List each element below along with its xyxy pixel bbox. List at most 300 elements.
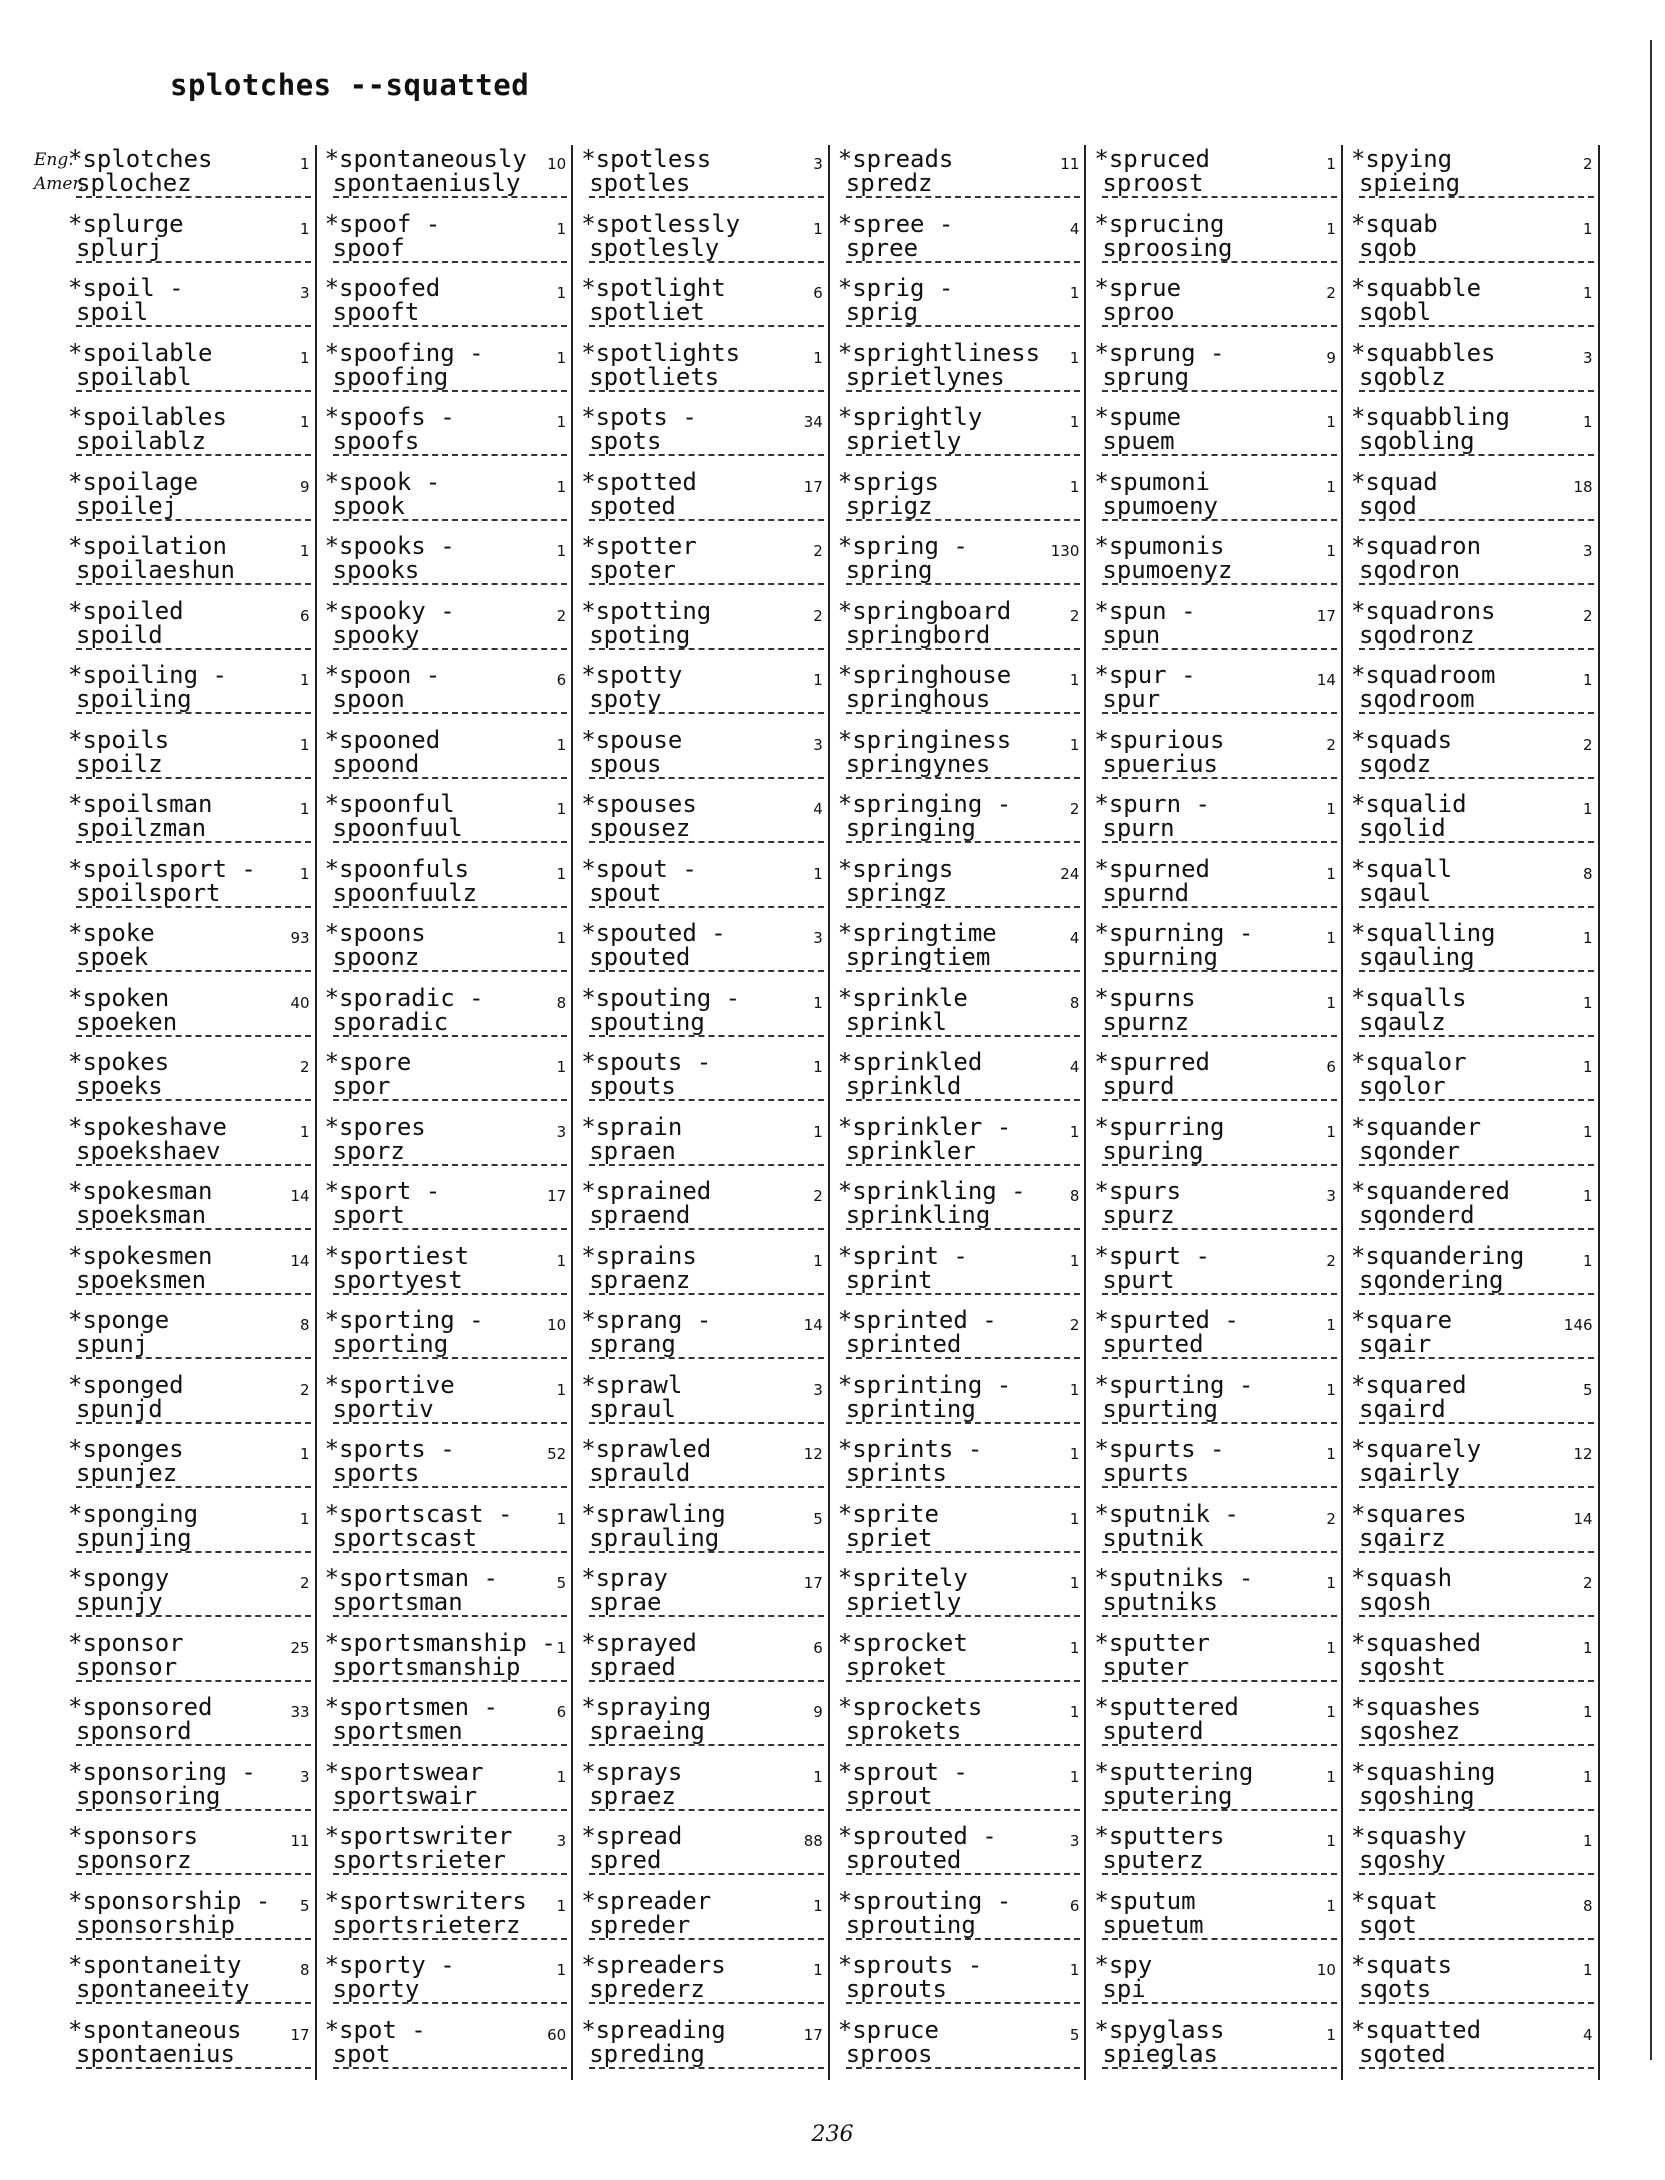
frequency-count: 93 xyxy=(290,929,310,947)
word-entry xyxy=(830,339,1087,404)
word-entry xyxy=(573,790,830,855)
word-entry xyxy=(1343,1048,1600,1113)
american-spelling: sputer xyxy=(1102,1654,1337,1682)
american-spelling: spoeken xyxy=(76,1009,311,1037)
american-spelling: spouts xyxy=(589,1073,824,1101)
frequency-count: 1 xyxy=(556,1638,567,1657)
american-spelling: sproket xyxy=(846,1654,1081,1682)
english-spelling: *sprigs xyxy=(837,467,939,496)
american-spelling: spred xyxy=(589,1847,824,1875)
frequency-count: 1 xyxy=(556,800,567,818)
frequency-count: 14 xyxy=(290,1251,310,1270)
word-entry xyxy=(317,274,574,339)
american-spelling: spontaeniusly xyxy=(333,170,568,198)
frequency-count: 5 xyxy=(813,1509,823,1528)
american-spelling: spoeks xyxy=(76,1073,311,1101)
american-spelling: spooky xyxy=(333,622,568,650)
english-spelling: *spurts - xyxy=(1094,1435,1225,1463)
english-spelling: *sprays xyxy=(581,1757,683,1786)
word-entry xyxy=(317,1822,574,1887)
american-spelling: spunjy xyxy=(76,1589,311,1617)
american-spelling: sqair xyxy=(1359,1331,1594,1359)
frequency-count: 18 xyxy=(1573,477,1593,496)
american-spelling: sprigz xyxy=(846,493,1081,521)
english-spelling: *spontaneous xyxy=(68,2015,242,2044)
word-entry xyxy=(1343,1629,1600,1694)
american-spelling: spuem xyxy=(1102,428,1337,456)
word-entry xyxy=(60,597,317,662)
american-spelling: sponsor xyxy=(76,1654,311,1682)
word-entry xyxy=(1343,1242,1600,1307)
american-spelling: sqoshing xyxy=(1359,1783,1594,1811)
frequency-count: 6 xyxy=(556,671,567,689)
frequency-count: 40 xyxy=(290,993,310,1012)
english-spelling: *squadron xyxy=(1350,532,1482,560)
page-number: 236 xyxy=(811,2122,854,2147)
american-spelling: spoild xyxy=(76,622,311,650)
word-entry xyxy=(60,210,317,275)
word-entry xyxy=(1343,2016,1600,2081)
word-entry xyxy=(1086,1048,1343,1113)
frequency-count: 1 xyxy=(1069,1122,1080,1141)
word-entry xyxy=(573,1564,830,1629)
american-spelling: sqonderd xyxy=(1359,1202,1594,1230)
word-entry xyxy=(1343,210,1600,275)
frequency-count: 1 xyxy=(1583,1703,1593,1721)
english-spelling: *spokeshave xyxy=(68,1112,227,1141)
frequency-count: 146 xyxy=(1563,1316,1593,1334)
english-spelling: *sprocket xyxy=(837,1628,968,1657)
english-spelling: *sprawled xyxy=(581,1435,712,1463)
english-spelling: *sporadic - xyxy=(324,983,484,1012)
english-spelling: *squalor xyxy=(1350,1048,1467,1076)
american-spelling: spooft xyxy=(333,299,568,327)
word-entry xyxy=(1343,339,1600,404)
english-spelling: *spumonis xyxy=(1094,532,1225,560)
frequency-count: 60 xyxy=(547,2025,567,2044)
english-spelling: *spreads xyxy=(837,145,954,173)
word-entry xyxy=(317,1887,574,1952)
frequency-count: 17 xyxy=(290,2025,310,2044)
frequency-count: 1 xyxy=(300,671,310,689)
american-spelling: sqoshy xyxy=(1359,1847,1594,1875)
english-spelling: *spurting - xyxy=(1094,1370,1254,1399)
american-spelling: sport xyxy=(333,1202,568,1230)
word-entry xyxy=(60,1693,317,1758)
english-spelling: *sporting - xyxy=(324,1306,484,1334)
american-spelling: sqairly xyxy=(1359,1460,1594,1488)
english-spelling: *spoons xyxy=(324,919,426,947)
frequency-count: 34 xyxy=(803,413,823,431)
english-spelling: *squashy xyxy=(1350,1822,1467,1850)
word-entry xyxy=(60,1822,317,1887)
frequency-count: 6 xyxy=(300,606,310,625)
word-entry xyxy=(1086,984,1343,1049)
word-entry xyxy=(1343,1500,1600,1565)
word-entry xyxy=(60,1242,317,1307)
english-spelling: *spreader xyxy=(581,1886,712,1915)
american-spelling: spreder xyxy=(589,1912,824,1940)
word-entry xyxy=(573,1951,830,2016)
american-spelling: spring xyxy=(846,557,1081,585)
american-spelling: spotles xyxy=(589,170,824,198)
english-spelling: *spread xyxy=(581,1822,683,1850)
english-spelling: *spouting - xyxy=(581,983,741,1012)
word-entry xyxy=(1086,1564,1343,1629)
word-entry xyxy=(573,1500,830,1565)
word-entry xyxy=(573,532,830,597)
american-spelling: sproos xyxy=(846,2041,1081,2069)
english-spelling: *squadrons xyxy=(1350,596,1496,625)
american-spelling: sporty xyxy=(333,1976,568,2004)
frequency-count: 25 xyxy=(290,1638,310,1657)
american-spelling: spoofs xyxy=(333,428,568,456)
english-spelling: *sprains xyxy=(581,1241,697,1270)
american-spelling: spurn xyxy=(1102,815,1337,843)
american-spelling: spoiling xyxy=(76,686,311,714)
word-entry xyxy=(317,1048,574,1113)
frequency-count: 1 xyxy=(1326,929,1336,947)
english-spelling: *sportsman - xyxy=(324,1564,498,1592)
frequency-count: 1 xyxy=(1069,1638,1080,1657)
frequency-count: 1 xyxy=(1326,2025,1336,2044)
word-entry xyxy=(317,532,574,597)
american-spelling: spunjing xyxy=(76,1525,311,1553)
american-spelling: sprang xyxy=(589,1331,824,1359)
american-spelling: spoting xyxy=(589,622,824,650)
frequency-count: 3 xyxy=(556,1832,567,1850)
word-entry xyxy=(1343,661,1600,726)
american-spelling: sprinting xyxy=(846,1396,1081,1424)
american-spelling: sproost xyxy=(1102,170,1337,198)
american-spelling: spoilablz xyxy=(76,428,311,456)
frequency-count: 1 xyxy=(1326,1380,1336,1399)
word-entry xyxy=(573,2016,830,2081)
frequency-count: 1 xyxy=(1583,284,1593,302)
english-spelling: *spooks - xyxy=(324,532,455,560)
word-entry xyxy=(573,403,830,468)
frequency-count: 14 xyxy=(290,1187,310,1205)
word-entry xyxy=(1086,1371,1343,1436)
word-entry xyxy=(830,1306,1087,1371)
frequency-count: 1 xyxy=(1069,735,1080,754)
word-entry xyxy=(60,403,317,468)
frequency-count: 1 xyxy=(556,219,567,238)
frequency-count: 1 xyxy=(813,1122,823,1141)
english-spelling: *sprout - xyxy=(837,1757,968,1786)
american-spelling: sputnik xyxy=(1102,1525,1337,1553)
english-spelling: *spreading xyxy=(581,2015,726,2044)
english-spelling: *spoofing - xyxy=(324,338,484,367)
word-entry xyxy=(1343,1435,1600,1500)
frequency-count: 1 xyxy=(1583,929,1593,947)
english-spelling: *sprints - xyxy=(837,1435,983,1463)
english-spelling: *squashed xyxy=(1350,1628,1482,1657)
word-entry xyxy=(1086,855,1343,920)
english-spelling: *springhouse xyxy=(837,661,1012,689)
english-spelling: *sprint - xyxy=(837,1241,968,1270)
english-spelling: *squads xyxy=(1350,725,1453,754)
english-spelling: *springs xyxy=(837,854,954,883)
english-spelling: *spoilation xyxy=(68,532,227,560)
word-entry xyxy=(830,2016,1087,2081)
frequency-count: 1 xyxy=(1069,477,1080,496)
word-entry xyxy=(573,339,830,404)
frequency-count: 1 xyxy=(1583,993,1593,1012)
english-spelling: *spot - xyxy=(324,2015,426,2044)
frequency-count: 3 xyxy=(300,284,310,302)
american-spelling: spur xyxy=(1102,686,1337,714)
american-spelling: sportsrieterz xyxy=(333,1912,568,1940)
frequency-count: 4 xyxy=(1069,219,1080,238)
word-entry xyxy=(60,919,317,984)
frequency-count: 1 xyxy=(1069,1767,1080,1786)
english-spelling: *sprawling xyxy=(581,1499,726,1528)
english-spelling: *sputum xyxy=(1094,1886,1196,1915)
frequency-count: 1 xyxy=(556,1380,567,1399)
american-spelling: sporz xyxy=(333,1138,568,1166)
american-spelling: springynes xyxy=(846,751,1081,779)
english-spelling: *sprang - xyxy=(581,1306,712,1334)
word-entry xyxy=(317,1242,574,1307)
american-spelling: spoeksmen xyxy=(76,1267,311,1295)
english-spelling: *spoof - xyxy=(324,209,441,238)
american-spelling: spurning xyxy=(1102,944,1337,972)
word-entry xyxy=(1343,726,1600,791)
english-spelling: *sprain xyxy=(581,1112,683,1141)
word-entry xyxy=(60,274,317,339)
frequency-count: 1 xyxy=(1583,1251,1593,1270)
word-entry xyxy=(60,984,317,1049)
english-spelling: *spruced xyxy=(1094,145,1210,173)
english-spelling: *sprite xyxy=(837,1499,939,1528)
american-spelling: sqot xyxy=(1359,1912,1594,1940)
frequency-count: 12 xyxy=(1573,1445,1593,1463)
english-spelling: *spoil - xyxy=(68,274,184,302)
american-spelling: spoonfuul xyxy=(333,815,568,843)
english-spelling: *squares xyxy=(1350,1499,1467,1528)
american-spelling: spurt xyxy=(1102,1267,1337,1295)
frequency-count: 14 xyxy=(1316,671,1336,689)
frequency-count: 3 xyxy=(813,735,823,754)
english-spelling: *sportsmen - xyxy=(324,1693,498,1721)
word-entry xyxy=(830,1500,1087,1565)
frequency-count: 4 xyxy=(1069,1058,1080,1076)
frequency-count: 1 xyxy=(556,929,567,947)
american-spelling: sqaulz xyxy=(1359,1009,1594,1037)
american-spelling: sprokets xyxy=(846,1718,1081,1746)
frequency-count: 1 xyxy=(1326,1122,1336,1141)
frequency-count: 1 xyxy=(556,1509,567,1528)
frequency-count: 6 xyxy=(813,1638,823,1657)
american-spelling: sqairz xyxy=(1359,1525,1594,1553)
american-spelling: spoekshaev xyxy=(76,1138,311,1166)
frequency-count: 1 xyxy=(1583,1187,1593,1205)
frequency-count: 3 xyxy=(813,929,823,947)
frequency-count: 1 xyxy=(1069,671,1080,689)
frequency-count: 3 xyxy=(1069,1832,1080,1850)
word-entry xyxy=(60,1371,317,1436)
american-spelling: sprietlynes xyxy=(846,364,1081,392)
word-entry xyxy=(60,661,317,726)
english-spelling: *spokesmen xyxy=(68,1241,213,1270)
word-entry xyxy=(317,984,574,1049)
english-spelling: *spy xyxy=(1094,1951,1153,1979)
frequency-count: 1 xyxy=(1069,1380,1080,1399)
american-spelling: sportyest xyxy=(333,1267,568,1295)
english-spelling: *squabbling xyxy=(1350,403,1510,431)
word-entry xyxy=(573,726,830,791)
english-spelling: *spurns xyxy=(1094,983,1196,1012)
american-spelling: spotlesly xyxy=(589,235,824,263)
word-entry xyxy=(317,403,574,468)
american-spelling: splurj xyxy=(76,235,311,263)
frequency-count: 6 xyxy=(813,284,823,302)
word-entry xyxy=(830,1177,1087,1242)
word-entry xyxy=(573,1371,830,1436)
frequency-count: 1 xyxy=(1069,284,1080,302)
english-spelling: *sponged xyxy=(68,1370,184,1399)
english-spelling: *spotting xyxy=(581,596,712,625)
word-entry xyxy=(317,1693,574,1758)
word-entry xyxy=(1343,984,1600,1049)
american-spelling: sponsorship xyxy=(76,1912,311,1940)
english-spelling: *spoon - xyxy=(324,661,441,689)
word-entry xyxy=(830,1048,1087,1113)
frequency-count: 52 xyxy=(547,1445,567,1463)
frequency-count: 2 xyxy=(1583,606,1593,625)
word-entry xyxy=(830,1822,1087,1887)
english-spelling: *sprightly xyxy=(837,403,983,431)
english-spelling: *squat xyxy=(1350,1886,1438,1915)
word-entry xyxy=(1343,1951,1600,2016)
english-spelling: *spots - xyxy=(581,403,697,431)
english-spelling: *spoke xyxy=(68,919,155,947)
english-spelling: *spore xyxy=(324,1048,412,1076)
english-spelling: *sputtered xyxy=(1094,1693,1239,1721)
american-spelling: springbord xyxy=(846,622,1081,650)
word-entry xyxy=(60,468,317,533)
english-spelling: *spooky - xyxy=(324,596,455,625)
english-spelling: *spotlights xyxy=(581,338,741,367)
word-entry xyxy=(1086,661,1343,726)
frequency-count: 1 xyxy=(556,735,567,754)
frequency-count: 1 xyxy=(300,219,310,238)
word-entry xyxy=(1086,1951,1343,2016)
frequency-count: 1 xyxy=(556,1767,567,1786)
english-spelling: *spouts - xyxy=(581,1048,712,1076)
word-entry xyxy=(60,339,317,404)
word-entry xyxy=(573,1306,830,1371)
word-entry xyxy=(317,1177,574,1242)
english-spelling: *squalid xyxy=(1350,790,1467,818)
american-spelling: spieing xyxy=(1359,170,1594,198)
american-spelling: spotliets xyxy=(589,364,824,392)
english-spelling: *spritely xyxy=(837,1564,968,1592)
frequency-count: 130 xyxy=(1050,542,1080,560)
english-spelling: *sponsorship - xyxy=(68,1886,271,1915)
word-entry xyxy=(1343,597,1600,662)
american-spelling: sporting xyxy=(333,1331,568,1359)
english-spelling: *spurning - xyxy=(1094,919,1254,947)
word-entry xyxy=(1086,1177,1343,1242)
american-spelling: spook xyxy=(333,493,568,521)
english-spelling: *squarely xyxy=(1350,1435,1482,1463)
american-spelling: sprauld xyxy=(589,1460,824,1488)
english-spelling: *spraying xyxy=(581,1693,712,1721)
word-entry xyxy=(830,1113,1087,1178)
frequency-count: 9 xyxy=(300,477,310,496)
frequency-count: 1 xyxy=(813,219,823,238)
frequency-count: 1 xyxy=(556,1251,567,1270)
word-entry xyxy=(573,1242,830,1307)
american-spelling: sportswair xyxy=(333,1783,568,1811)
english-spelling: *spotty xyxy=(581,661,683,689)
word-entry xyxy=(1086,145,1343,210)
american-spelling: springtiem xyxy=(846,944,1081,972)
word-entry xyxy=(317,1306,574,1371)
english-spelling: *spouse xyxy=(581,725,683,754)
english-spelling: *spontaneity xyxy=(68,1951,242,1979)
english-spelling: *sponge xyxy=(68,1306,170,1334)
english-spelling: *spying xyxy=(1350,145,1453,173)
american-spelling: sprung xyxy=(1102,364,1337,392)
english-spelling: *sprig - xyxy=(837,274,954,302)
word-entry xyxy=(1086,1629,1343,1694)
word-entry xyxy=(1086,210,1343,275)
american-spelling: spuring xyxy=(1102,1138,1337,1166)
word-entry xyxy=(60,1951,317,2016)
word-entry xyxy=(1086,1693,1343,1758)
frequency-count: 2 xyxy=(1326,1509,1336,1528)
american-spelling: sprinted xyxy=(846,1331,1081,1359)
word-entry xyxy=(1086,597,1343,662)
english-spelling: *spotted xyxy=(581,467,697,496)
american-spelling: spoty xyxy=(589,686,824,714)
english-spelling: *sputter xyxy=(1094,1628,1210,1657)
frequency-count: 5 xyxy=(556,1574,567,1592)
word-entry xyxy=(1343,790,1600,855)
english-spelling: *spyglass xyxy=(1094,2015,1225,2044)
word-entry xyxy=(830,1951,1087,2016)
word-entry xyxy=(830,1564,1087,1629)
american-spelling: spurz xyxy=(1102,1202,1337,1230)
english-spelling: *squander xyxy=(1350,1112,1482,1141)
english-spelling: *sponging xyxy=(68,1499,199,1528)
english-spelling: *spurt - xyxy=(1094,1241,1210,1270)
english-spelling: *sputniks - xyxy=(1094,1564,1254,1592)
word-entry xyxy=(60,1758,317,1823)
english-spelling: *springboard xyxy=(837,596,1012,625)
american-spelling: spieglas xyxy=(1102,2041,1337,2069)
frequency-count: 1 xyxy=(1326,1767,1336,1786)
american-spelling: sprints xyxy=(846,1460,1081,1488)
word-entry xyxy=(573,1435,830,1500)
word-entry xyxy=(1086,274,1343,339)
word-entry xyxy=(1086,1435,1343,1500)
frequency-count: 1 xyxy=(1326,1445,1336,1463)
word-entry xyxy=(60,1500,317,1565)
word-entry xyxy=(1343,532,1600,597)
frequency-count: 11 xyxy=(290,1832,310,1850)
english-spelling: *square xyxy=(1350,1306,1453,1334)
word-entry xyxy=(317,661,574,726)
frequency-count: 8 xyxy=(300,1961,310,1979)
frequency-count: 8 xyxy=(1069,993,1080,1012)
word-entry xyxy=(317,790,574,855)
english-spelling: *spotlight xyxy=(581,274,726,302)
frequency-count: 1 xyxy=(1583,1961,1593,1979)
